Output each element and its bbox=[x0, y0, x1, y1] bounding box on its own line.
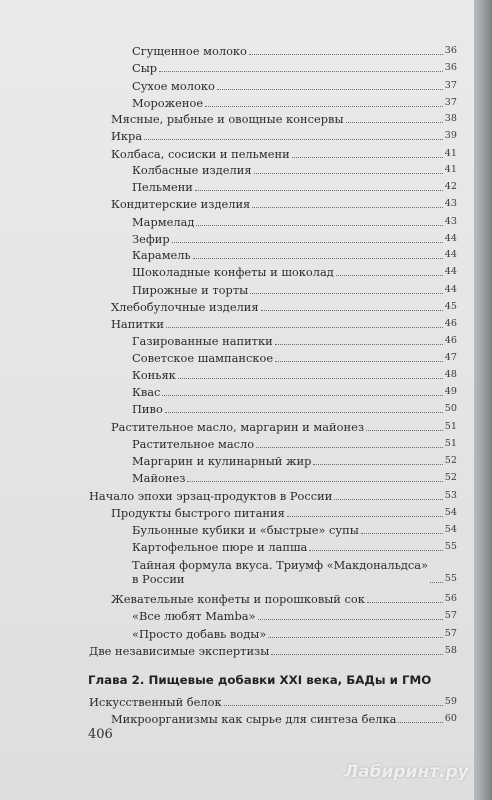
toc-entry: Начало эпохи эрзац-продуктов в России 53 bbox=[89, 488, 457, 503]
toc-entry: Кондитерские изделия 43 bbox=[111, 197, 457, 212]
toc-entry: Майонез 52 bbox=[132, 471, 457, 486]
toc-entry: Сгущенное молоко 36 bbox=[132, 44, 457, 58]
page-number: 406 bbox=[88, 727, 113, 742]
toc-entry: Мармелад 43 bbox=[132, 214, 457, 229]
toc-entry: Колбаса, сосиски и пельмени 41 bbox=[111, 146, 457, 161]
toc-entry: Мясные, рыбные и овощные консервы 38 bbox=[111, 112, 457, 127]
toc-entry: Коньяк 48 bbox=[132, 367, 457, 382]
toc-entry: Колбасные изделия 41 bbox=[132, 162, 457, 177]
toc-entry: Пельмени 42 bbox=[132, 180, 457, 195]
toc-entry: Микроорганизмы как сырье для синтеза белка 60 bbox=[111, 712, 457, 726]
toc-entry: Шоколадные конфеты и шоколад 44 bbox=[132, 265, 457, 280]
toc-entry: Зефир 44 bbox=[132, 231, 457, 246]
toc-entry: Растительное масло 51 bbox=[132, 436, 457, 451]
toc-entry: Жевательные конфеты и порошковый сок 56 bbox=[111, 592, 457, 607]
toc-entry: Картофельное пюре и лапша 55 bbox=[132, 540, 457, 555]
toc-entry: «Все любят Mamba» 57 bbox=[132, 609, 457, 624]
toc-entry: Две независимые экспертизы 58 bbox=[89, 643, 457, 658]
toc-entry: Советское шампанское 47 bbox=[132, 350, 457, 365]
toc-entry: Растительное масло, маргарин и майонез 51 bbox=[111, 419, 457, 434]
toc-entry: Квас 49 bbox=[132, 385, 457, 400]
toc-entry: Пиво 50 bbox=[132, 402, 457, 417]
toc-entry: Бульонные кубики и «быстрые» супы 54 bbox=[132, 523, 457, 538]
toc-entry: Хлебобулочные изделия 45 bbox=[111, 299, 457, 314]
toc-entry: Икра 39 bbox=[111, 129, 457, 144]
toc-entry: Искусственный белок 59 bbox=[89, 694, 457, 709]
chapter-heading: Глава 2. Пищевые добавки XXI века, БАДы и ГМО bbox=[88, 673, 432, 688]
book-spine bbox=[474, 0, 492, 800]
toc-entry: Мороженое 37 bbox=[132, 95, 457, 110]
toc-entry: Напитки 46 bbox=[111, 317, 457, 332]
toc-entry-two-line: Тайная формула вкуса. Триумф «Макдональдса» в России 55 bbox=[132, 557, 457, 586]
toc-entry: Карамель 44 bbox=[132, 248, 457, 263]
toc-entry: Пирожные и торты 44 bbox=[132, 282, 457, 297]
toc-entry: Маргарин и кулинарный жир 52 bbox=[132, 454, 457, 469]
toc-entry: Продукты быстрого питания 54 bbox=[111, 505, 457, 520]
toc-entry: Сыр 36 bbox=[132, 61, 457, 76]
toc-entry: Газированные напитки 46 bbox=[132, 334, 457, 349]
toc-entry: Сухое молоко 37 bbox=[132, 78, 457, 93]
toc-entry: «Просто добавь воды» 57 bbox=[132, 626, 457, 641]
watermark-logo: Лабиринт.ру bbox=[344, 762, 469, 782]
